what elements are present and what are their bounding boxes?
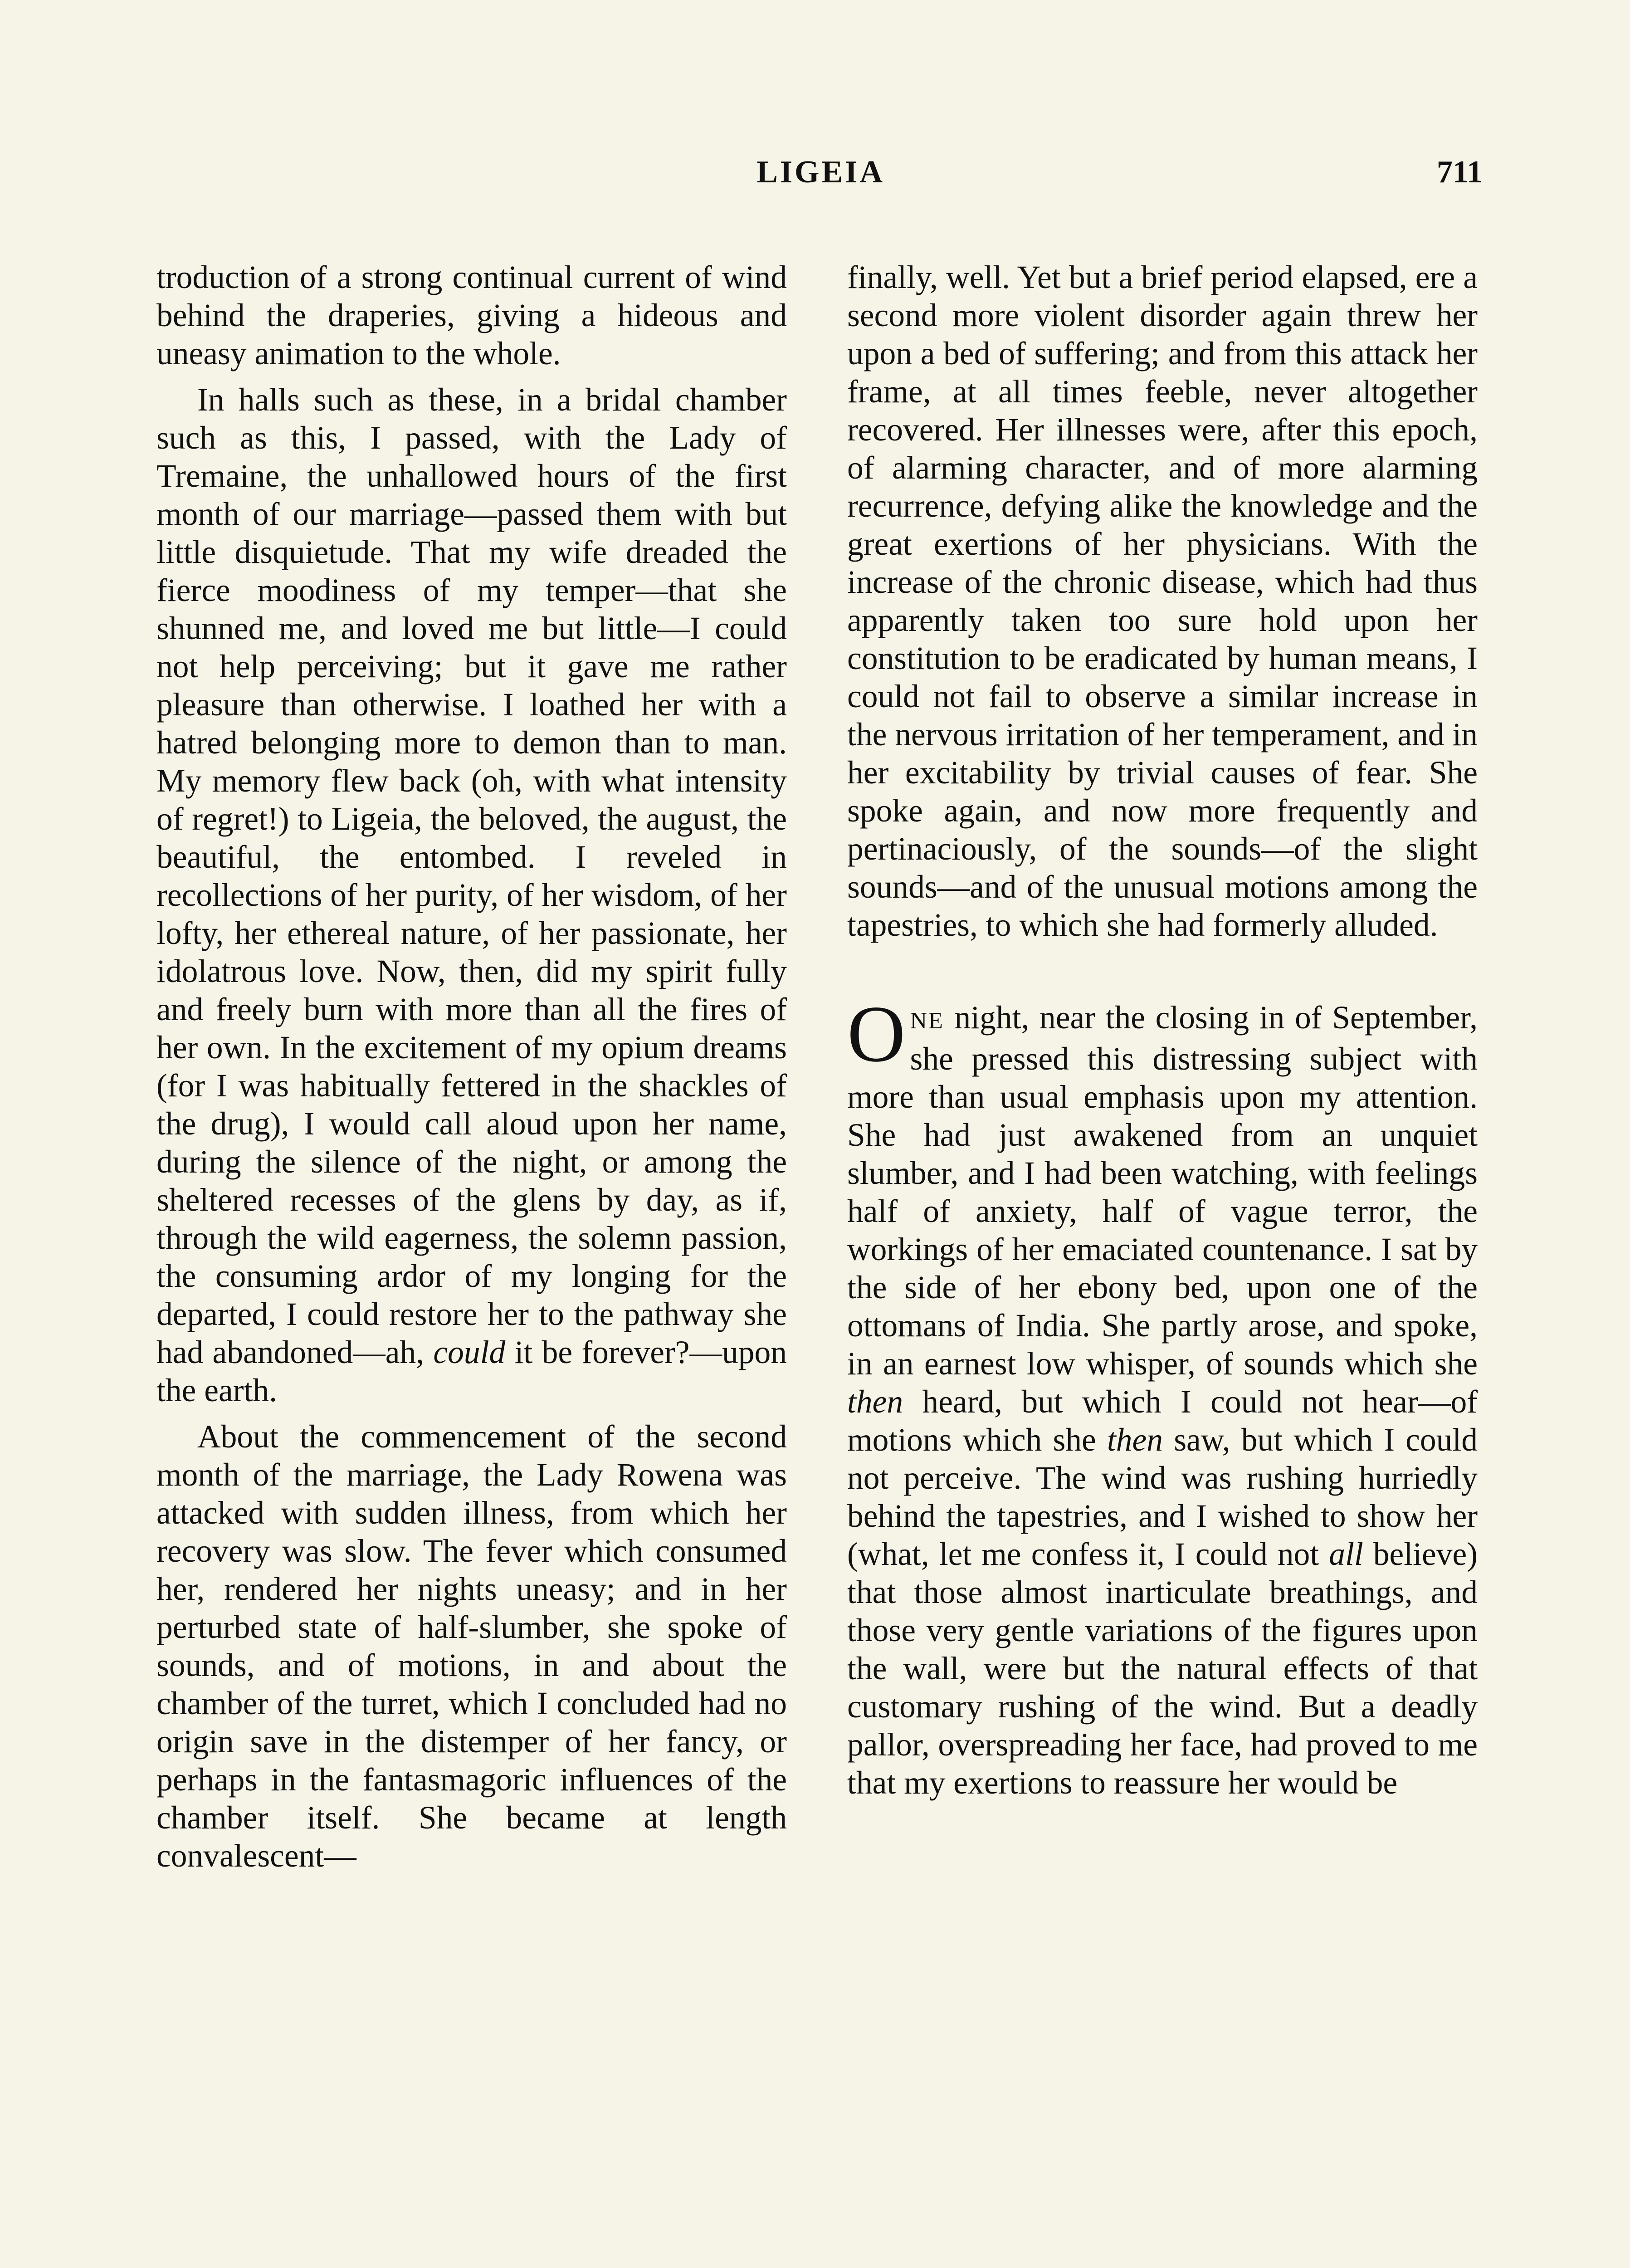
paragraph-text: In halls such as these, in a bridal chamber such as this, I passed, with the Lady of Tremaine, the unhallowed hours of the first month of our marriage—passed them with but little disquietude. That my wife dreaded the fierce moodiness of my temper—that she shunned me, and loved me but little—I could not help perceiving; but it gave me rather pleasure than otherwise. I loathed her with a hatred belonging more to demon than to man. My memory flew back (oh, with what intensity of regret!) to Ligeia, the beloved, the august, the beautiful, the entombed. I reveled in recollections of her purity, of her wisdom, of her lofty, her ethereal nature, of her passionate, her idolatrous love. Now, then, did my spirit fully and freely burn with more than all the fires of her own. In the excitement of my opium dreams (for I was habitually fettered in the shackles of the drug), I would call aloud upon her name, during the silence of the night, or among the sheltered recesses of the glens by day, as if, through the wild eagerness, the solemn passion, the consuming ardor of my longing for the departed, I could restore her to the pathway she had abandoned—ah, <box>156 382 787 1370</box>
running-header <box>159 154 1483 204</box>
section-paragraph <box>847 989 1478 1802</box>
italic-word: could <box>433 1334 506 1370</box>
paragraph-text: night, near the closing in of September, she pressed this distressing subject with more than usual emphasis upon my attention. She had just awakened from an unquiet slumber, and I had been watching, with feelings half of anxiety, half of vague terror, the workings of her emaciated countenance. I sat by the side of her ebony bed, upon one of the ottomans of India. She partly arose, and spoke, in an earnest low whisper, of sounds which she <box>847 1000 1478 1382</box>
page-number: 711 <box>1436 155 1483 190</box>
italic-word: all <box>1329 1536 1363 1572</box>
drop-cap: O <box>847 989 906 1079</box>
paragraph-text: saw, but which I could not perceive. The wind was rushing hurriedly behind the tapestries, and I wished to show her (what, let me confess it, I could not <box>847 1422 1478 1572</box>
paragraph: finally, well. Yet but a brief period elapsed, ere a second more violent disorder again threw her upon a bed of suffering; and from this attack her frame, at all times feeble, never altogether recovered. Her illnesses were, after this epoch, of alarming character, and of more alarming recurrence, defying alike the knowledge and the great exertions of her physicians. With the increase of the chronic disease, which had thus apparently taken too sure hold upon her constitution to be eradicated by human means, I could not fail to observe a similar increase in the nervous irritation of her temperament, and in her excitability by trivial causes of fear. She spoke again, and now more frequently and pertinaciously, of the sounds—of the slight sounds—and of the unusual motions among the tapestries, to which she had formerly alluded. <box>847 259 1478 943</box>
right-column <box>847 259 1478 1802</box>
paragraph <box>156 381 787 1410</box>
left-column <box>156 259 787 1875</box>
italic-word: then <box>1107 1422 1163 1458</box>
paragraph-text: believe) that those almost inarticulate breathings, and those very gentle variations of the figures upon the wall, were but the natural effects of that customary rushing of the wind. But a deadly pallor, overspreading her face, had proved to me that my exertions to reassure her would be <box>847 1536 1478 1801</box>
italic-word: then <box>847 1384 903 1420</box>
paragraph: About the commencement of the second month of the marriage, the Lady Rowena was attacked with sudden illness, from which her recovery was slow. The fever which consumed her, rendered her nights uneasy; and in her perturbed state of half-slumber, she spoke of sounds, and of motions, in and about the chamber of the turret, which I concluded had no origin save in the distemper of her fancy, or perhaps in the fantasmagoric influences of the chamber itself. She became at length convalescent— <box>156 1419 787 1874</box>
paragraph-text: it be forever?—upon the earth. <box>156 1334 787 1408</box>
paragraph: troduction of a strong continual current of wind behind the draperies, giving a hideous and uneasy animation to the whole. <box>156 259 787 371</box>
small-caps-word: NE <box>910 1008 944 1034</box>
paragraph-text: heard, but which I could not hear—of motions which she <box>847 1384 1478 1458</box>
running-title: LIGEIA <box>756 155 885 190</box>
